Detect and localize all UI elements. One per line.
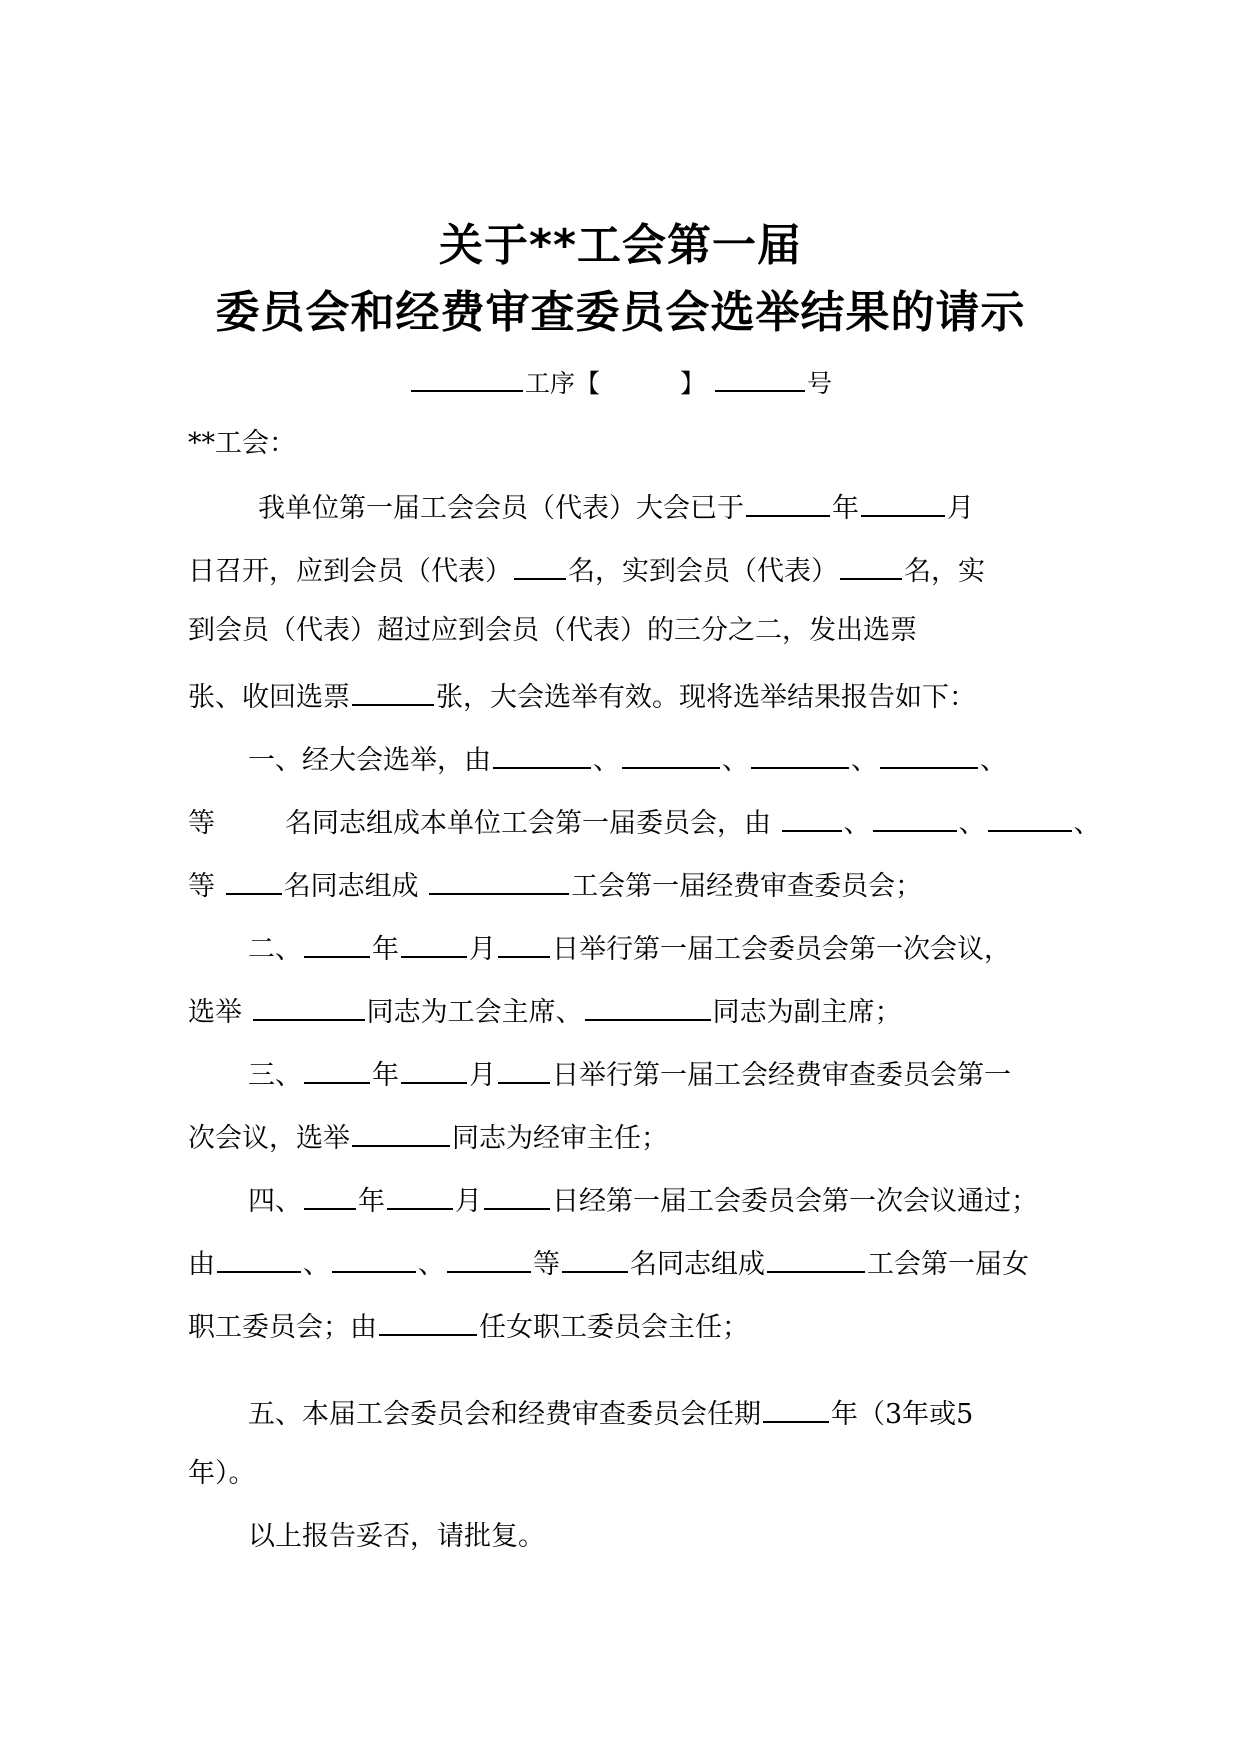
blank-vice-chairman[interactable] [585, 989, 711, 1021]
blank-women-count[interactable] [562, 1241, 628, 1273]
blank-item2-month[interactable] [401, 926, 467, 958]
item-1-line-3: 等 名同志组成 工会第一届经费审查委员会； [188, 863, 922, 907]
item-4-line-2: 由 、 、 等 名同志组成 工会第一届女 [188, 1241, 1029, 1285]
item-2-line-1: 二、 年 月 日举行第一届工会委员会第一次会议， [248, 926, 1011, 970]
blank-committee-member-2[interactable] [622, 737, 720, 769]
blank-committee-member-3[interactable] [751, 737, 849, 769]
blank-term-years[interactable] [763, 1391, 829, 1423]
blank-chairman[interactable] [253, 989, 365, 1021]
blank-committee-member-1[interactable] [493, 737, 591, 769]
blank-audit-member-1[interactable] [782, 800, 842, 832]
item-4-line-1: 四、 年 月 日经第一届工会委员会第一次会议通过； [248, 1178, 1038, 1222]
paragraph-1-line-2: 日召开，应到会员（代表） 名，实到会员（代表） 名，实 [188, 548, 985, 592]
title-line-1: 关于**工会第一届 [438, 220, 803, 271]
blank-month[interactable] [861, 485, 945, 517]
blank-audit-member-2[interactable] [873, 800, 957, 832]
blank-item2-year[interactable] [304, 926, 370, 958]
blank-expected-members[interactable] [514, 548, 566, 580]
blank-item4-year[interactable] [304, 1178, 356, 1210]
paragraph-1-line-4: 张、收回选票 张，大会选举有效。现将选举结果报告如下： [188, 674, 976, 718]
blank-item2-day[interactable] [498, 926, 550, 958]
blank-women-union-name[interactable] [767, 1241, 865, 1273]
blank-committee-member-4[interactable] [880, 737, 978, 769]
item-4-line-3: 职工委员会；由 任女职工委员会主任； [188, 1304, 749, 1348]
item-5-line-2: 年）。 [188, 1458, 256, 1489]
item-1-line-1: 一、经大会选举，由 、 、 、 、 [248, 737, 1007, 781]
paragraph-1-line-3: 到会员（代表）超过应到会员（代表）的三分之二，发出选票 [188, 615, 917, 646]
docno-end: 号 [806, 369, 832, 398]
blank-actual-members[interactable] [840, 548, 902, 580]
blank-audit-member-3[interactable] [988, 800, 1072, 832]
blank-women-member-3[interactable] [447, 1241, 531, 1273]
item-2-line-2: 选举 同志为工会主席、 同志为副主席； [188, 989, 902, 1033]
item-3-line-1: 三、 年 月 日举行第一届工会经费审查委员会第一 [248, 1052, 1011, 1096]
item-3-line-2: 次会议，选举 同志为经审主任； [188, 1115, 668, 1159]
docno-mid: 工序【 [525, 369, 601, 398]
blank-audit-director[interactable] [352, 1115, 450, 1147]
item-1-line-2: 等 名同志组成本单位工会第一届委员会，由 、 、 、 [188, 800, 1101, 844]
blank-item3-month[interactable] [401, 1052, 467, 1084]
blank-women-member-2[interactable] [332, 1241, 416, 1273]
blank-item4-month[interactable] [387, 1178, 453, 1210]
blank-item3-year[interactable] [304, 1052, 370, 1084]
blank-audit-count[interactable] [226, 863, 282, 895]
salutation: **工会： [188, 428, 296, 459]
blank-union-name[interactable] [429, 863, 569, 895]
docno-blank-2[interactable] [715, 360, 805, 392]
paragraph-1-line-1: 我单位第一届工会会员（代表）大会已于 年 月 [258, 485, 974, 529]
blank-women-director[interactable] [379, 1304, 477, 1336]
docno-close: 】 [680, 369, 706, 398]
blank-year[interactable] [746, 485, 830, 517]
blank-women-member-1[interactable] [217, 1241, 301, 1273]
blank-ballots-returned[interactable] [352, 674, 434, 706]
blank-item3-day[interactable] [498, 1052, 550, 1084]
item-5-line-1: 五、本届工会委员会和经费审查委员会任期 年（3年或5 [248, 1391, 973, 1435]
closing-line: 以上报告妥否，请批复。 [248, 1521, 545, 1552]
title-line-2: 委员会和经费审查委员会选举结果的请示 [215, 287, 1026, 338]
blank-item4-day[interactable] [484, 1178, 550, 1210]
document-number [0, 360, 1241, 401]
docno-blank-1[interactable] [411, 360, 523, 392]
